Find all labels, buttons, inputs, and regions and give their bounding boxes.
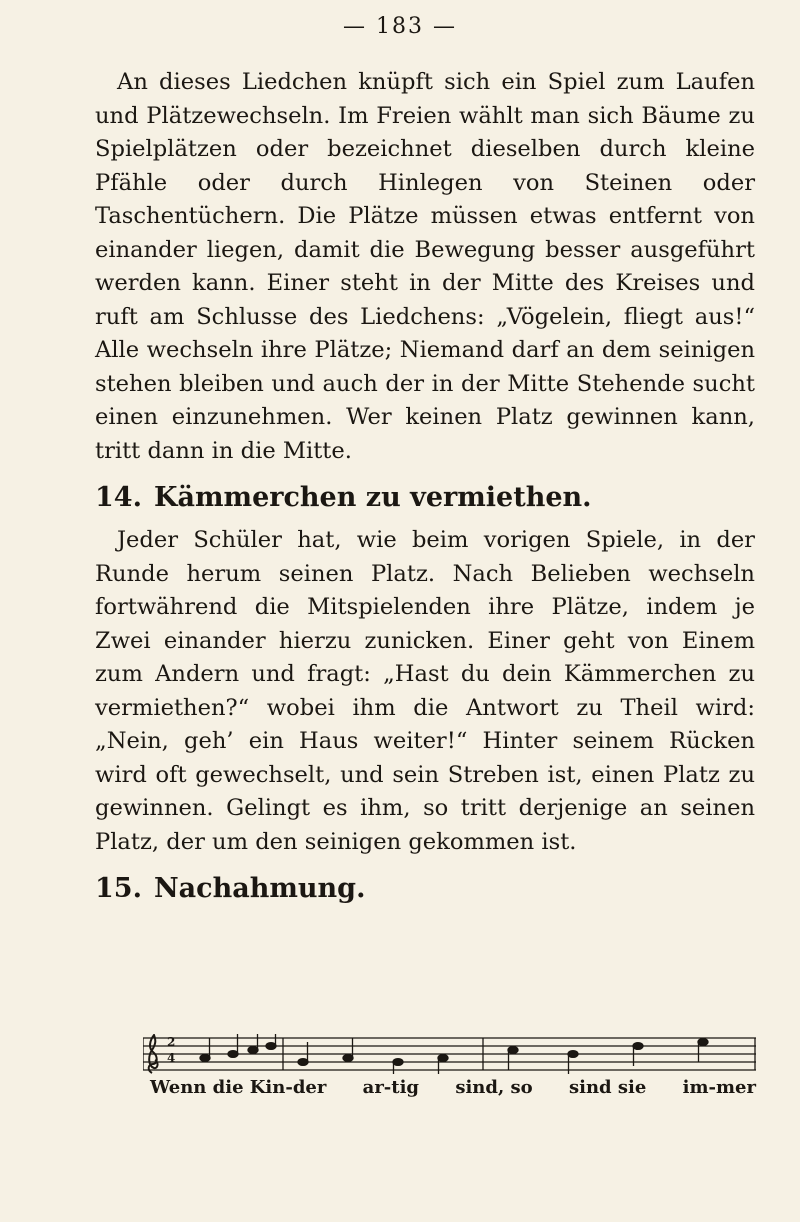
lyric-syllable: Wenn die Kin-der xyxy=(150,1077,327,1098)
paragraph: An dieses Liedchen knüpft sich ein Spiel zum Laufen und Plätzewechseln. Im Freien wählt man sich Bäume zu Spielplätzen oder bezeichnet dieselben durch kleine Pfähle oder durch Hinlegen von Steinen oder Taschentüchern. Die Plätze müssen etwas entfernt von einander liegen, damit die Bewegung besser ausgeführt werden kann. Einer steht in der Mitte des Kreises und ruft am Schlusse des Liedchens: „Vögelein, fliegt aus!“ Alle wechseln ihre Plätze; Niemand darf an dem seinigen stehen bleiben und auch der in der Mitte Stehende sucht einen einzunehmen. Wer keinen Platz gewinnen kann, tritt dann in die Mitte. xyxy=(95,69,755,464)
section-heading xyxy=(95,478,755,518)
time-signature-bottom: 4 xyxy=(167,1051,176,1065)
note xyxy=(200,1038,210,1061)
note xyxy=(343,1038,353,1061)
note xyxy=(248,1034,258,1053)
section-number: 15. xyxy=(95,873,142,904)
note xyxy=(698,1039,708,1062)
song-lyrics xyxy=(150,1076,756,1100)
lyric-syllable: sind, so xyxy=(455,1077,533,1098)
time-signature-top: 2 xyxy=(167,1035,176,1049)
lyric-syllable: sind sie xyxy=(568,1077,647,1098)
note xyxy=(508,1047,518,1070)
paragraph: Jeder Schüler hat, wie beim vorigen Spiele, in der Runde herum seinen Platz. Nach Belieben wechseln fortwährend die Mitspielenden ihre Plätze, indem je Zwei einander hierzu zunicken. Einer geht von Einem zum Andern und fragt: „Hast du dein Kämmerchen zu vermiethen?“ wobei ihm die Antwort zu Theil wird: „Nein, geh’ ein Haus weiter!“ Hinter seinem Rücken wird oft gewechselt, und sein Streben ist, einen Platz zu gewinnen. Gelingt es ihm, so tritt derjenige an seinen Platz, der um den seinigen gekommen ist. xyxy=(95,527,755,855)
note xyxy=(266,1034,276,1049)
music-staff xyxy=(143,1034,756,1074)
section-title: Kämmerchen zu vermiethen. xyxy=(153,482,592,513)
section-heading xyxy=(95,869,755,909)
section-title: Nachahmung. xyxy=(153,873,366,904)
body-text xyxy=(95,66,755,915)
lyric-syllable: ar-tig xyxy=(362,1077,420,1098)
note xyxy=(393,1059,403,1074)
note xyxy=(438,1055,448,1074)
section-number: 14. xyxy=(95,482,142,513)
page-number: — 183 — xyxy=(343,14,457,39)
lyric-syllable: im-mer xyxy=(682,1077,756,1098)
